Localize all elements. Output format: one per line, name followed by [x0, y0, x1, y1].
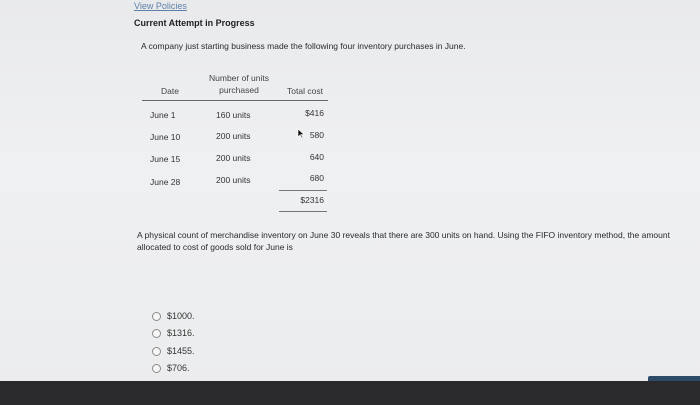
radio-button-icon[interactable]: [152, 329, 161, 338]
option-label: $706.: [167, 363, 190, 373]
row-date: June 15: [150, 154, 181, 164]
radio-button-icon[interactable]: [152, 364, 161, 373]
date-column-header: Date: [161, 86, 179, 96]
units-header-line-2: purchased: [219, 85, 259, 95]
row-cost: 640: [309, 152, 324, 162]
question-intro: A company just starting business made the following four inventory purchases in June.: [141, 41, 466, 51]
row-units: 200 units: [216, 131, 251, 141]
mouse-cursor-icon: [297, 129, 305, 138]
answer-option[interactable]: [152, 310, 195, 322]
cost-column-header: Total cost: [287, 86, 323, 96]
option-label: $1316.: [167, 328, 195, 338]
radio-button-icon[interactable]: [152, 312, 161, 321]
total-cost: $2316: [300, 195, 324, 205]
attempt-status-title: Current Attempt in Progress: [134, 18, 255, 28]
row-date: June 10: [150, 132, 181, 142]
row-cost: $416: [305, 108, 324, 118]
total-underline: [279, 211, 327, 212]
row-cost: 680: [309, 173, 324, 183]
row-date: June 1: [150, 110, 176, 120]
bottom-bar: [0, 381, 700, 405]
units-header-line-1: Number of units: [209, 73, 269, 83]
total-divider: [279, 190, 327, 191]
option-label: $1000.: [167, 311, 195, 321]
row-units: 160 units: [216, 110, 251, 120]
view-policies-link[interactable]: View Policies: [134, 1, 187, 11]
units-column-header: [200, 72, 278, 96]
row-cost: 580: [309, 130, 324, 140]
header-divider: [142, 100, 328, 101]
row-units: 200 units: [216, 153, 251, 163]
answer-option[interactable]: [152, 327, 195, 339]
row-date: June 28: [150, 177, 181, 187]
answer-option[interactable]: [152, 362, 190, 374]
option-label: $1455.: [167, 346, 195, 356]
radio-button-icon[interactable]: [152, 347, 161, 356]
question-text: A physical count of merchandise inventory on June 30 reveals that there are 300 units on hand. Using the FIFO inventory method, the amount allocated to cost of goods sold for June is: [137, 230, 670, 252]
answer-option[interactable]: [152, 345, 195, 357]
row-units: 200 units: [216, 175, 251, 185]
